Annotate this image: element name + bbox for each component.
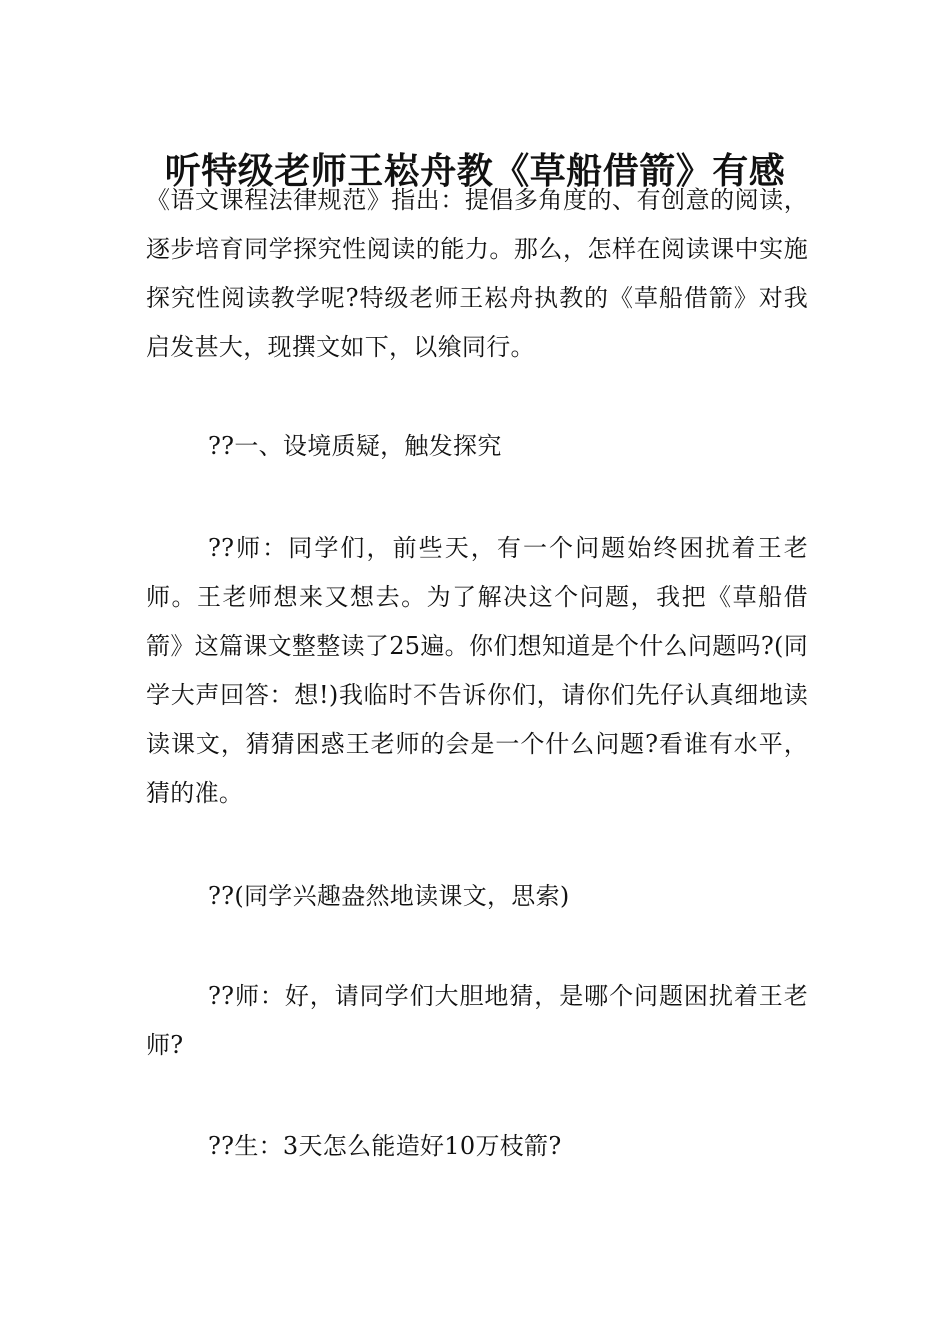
paragraph-teacher-prompt: ??师：好，请同学们大胆地猜，是哪个问题困扰着王老师? [146, 982, 808, 1059]
document-body [146, 176, 808, 372]
paragraph-student-answer: ??生：3天怎么能造好10万枝箭? [208, 1132, 562, 1160]
document-body-dialogue-4 [146, 1122, 808, 1171]
document-body-dialogue-3 [146, 972, 808, 1070]
paragraph-students-reading: ??(同学兴趣盎然地读课文，思索) [208, 882, 570, 910]
section-heading: ??一、设境质疑，触发探究 [208, 432, 502, 460]
document-body-dialogue-2 [146, 872, 808, 921]
document-title: 听特级老师王崧舟教《草船借箭》有感 [164, 151, 786, 193]
paragraph-intro: 《语文课程法律规范》指出：提倡多角度的、有创意的阅读，逐步培育同学探究性阅读的能力。那么，怎样在阅读课中实施探究性阅读教学呢?特级老师王崧舟执教的《草船借箭》对我启发甚大，现撰文如下，以飨同行。 [146, 186, 808, 361]
document-body-dialogue-1 [146, 524, 808, 818]
document-body-section-heading [146, 422, 808, 471]
paragraph-teacher-question: ??师：同学们，前些天，有一个问题始终困扰着王老师。王老师想来又想去。为了解决这个问题，我把《草船借箭》这篇课文整整读了25遍。你们想知道是个什么问题吗?(同学大声回答：想!)我临时不告诉你们，请你们先仔认真细地读读课文，猜猜困惑王老师的会是一个什么问题?看谁有水平，猜的准。 [146, 534, 808, 807]
